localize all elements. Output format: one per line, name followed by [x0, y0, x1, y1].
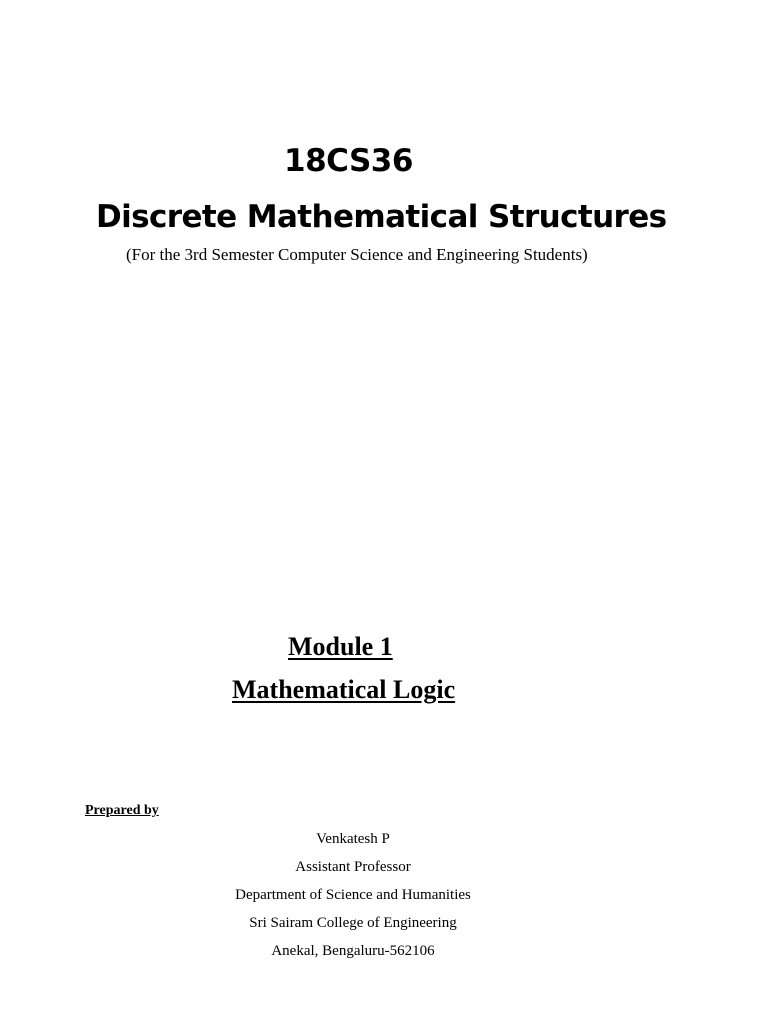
author-department: Department of Science and Humanities — [235, 887, 471, 903]
module-label: Module 1 — [288, 632, 393, 661]
author-designation: Assistant Professor — [295, 859, 411, 875]
author-college: Sri Sairam College of Engineering — [249, 915, 457, 931]
course-title: Discrete Mathematical Structures — [96, 199, 667, 235]
course-code: 18CS36 — [284, 143, 413, 179]
module-title: Mathematical Logic — [232, 675, 456, 704]
author-block — [0, 829, 706, 969]
author-name: Venkatesh P — [316, 831, 390, 847]
prepared-by-label: Prepared by — [85, 803, 159, 818]
author-address: Anekal, Bengaluru-562106 — [271, 943, 435, 959]
course-subtitle: (For the 3rd Semester Computer Science and Engineering Students) — [126, 245, 588, 264]
